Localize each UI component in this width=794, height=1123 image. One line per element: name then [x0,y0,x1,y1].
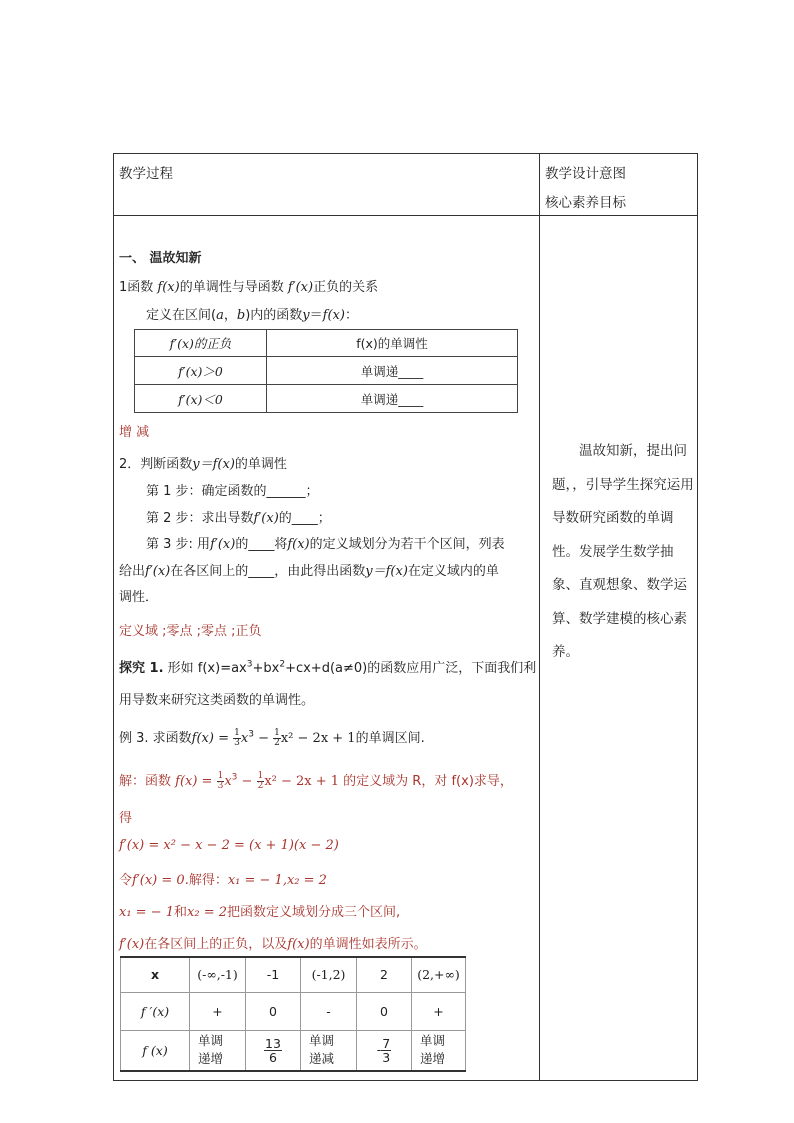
sign-table-cell [357,1030,412,1071]
sign-table-cell: + [190,992,246,1030]
text: 形如 f(x)=ax [163,661,247,676]
sign-table-cell: 0 [246,992,301,1030]
solution-line2: 得 [119,811,133,826]
sign-table-cell: f (x) [121,1030,190,1071]
text: 正负的关系 [313,280,379,295]
column-divider [539,153,540,1081]
denominator: 2 [274,738,280,748]
text: 的____； [278,511,331,526]
math-fx: f(x) [157,280,180,295]
monotonicity-table [134,329,518,413]
denominator: 3 [382,1049,391,1065]
numerator: 13 [265,1035,281,1051]
table1-header-sign: f′(x)的正负 [135,330,267,357]
numerator: 1 [234,727,240,738]
text: 解：函数 [119,774,176,789]
text: 的定义域为 R，对 f(x)求导， [339,774,513,789]
superscript: 3 [231,772,238,783]
text: 定义在区间( [146,308,217,323]
sign-table-cell [246,1030,301,1071]
text: ， [223,308,237,323]
answer-2: 定义域 ;零点 ;零点 ;正负 [119,624,262,639]
text: 1函数 [119,280,158,295]
math-fp: f′(x) [210,537,236,552]
text: ： [344,308,358,323]
explore-line1 [119,657,536,676]
superscript: 2 [279,659,286,670]
lesson-table [113,153,698,1081]
math-fp: f′(x) [145,564,171,579]
section1-title: 一、 温故知新 [119,251,202,266]
text: 第 2 步：求出导数 [146,511,254,526]
example-3 [119,727,425,748]
table1-cell: 单调递____ [267,385,518,413]
header-divider [113,215,698,216]
numerator: 7 [382,1035,391,1051]
math-eq: f′(x) = 0 [132,873,185,888]
sign-table-cell [301,1030,357,1071]
text: 的单调性 [234,457,287,472]
derivative-expression: f′(x) = x² − x − 2 = (x + 1)(x − 2) [119,838,339,853]
sign-table-cell: (-1,2) [301,957,357,992]
table1-header-mono: f(x)的单调性 [267,330,518,357]
text: 2．判断函数 [119,457,193,472]
table1-cell: f′(x)＜0 [135,385,267,413]
math-eq: y＝f(x) [192,457,235,472]
table1-cell: f′(x)＞0 [135,357,267,385]
denominator: 2 [257,781,264,791]
sign-table-cell: - [301,992,357,1030]
fraction [233,729,241,749]
fraction [273,729,281,749]
step-3-cont [119,560,499,579]
superscript: 3 [248,729,254,740]
text: +cx+d(a≠0)的函数应用广泛，下面我们利 [285,661,537,676]
fraction [381,1037,391,1064]
header-left: 教学过程 [119,166,173,182]
denominator: 6 [269,1049,277,1065]
math-fpx: f′(x) [287,280,314,295]
math-solution: x₁ = − 1,x₂ = 2 [227,873,327,888]
math-b: b [236,308,246,323]
math-fx: f(x) = [191,731,234,746]
solution-line1 [119,770,513,791]
numerator: 1 [217,770,224,781]
text: 把函数定义域划分成三个区间, [227,905,401,920]
cell-text: 单调递增 [198,1033,224,1067]
text: 例 3. 求函数 [119,731,192,746]
sign-table-cell: f ′(x) [121,992,190,1030]
zero-line [119,869,327,888]
math-x1: x₁ = − 1 [119,905,174,920]
math-op: − [237,774,257,789]
math-expr: x² − 2x + 1 [264,774,340,789]
math-x: x [224,774,232,789]
numerator: 1 [257,770,264,781]
step-2 [146,507,331,526]
sign-line [119,933,427,952]
split-line [119,901,400,920]
superscript: 3 [246,659,253,670]
sign-table-cell: 2 [357,957,412,992]
text: .解得： [184,873,228,888]
step-3-end: 调性． [119,590,159,605]
sign-table [120,956,466,1072]
cell-text: 单调递增 [420,1033,446,1067]
text: 令 [119,873,133,888]
text: 第 3 步: 用 [146,537,211,552]
math-fp: f′(x) [119,937,145,952]
explore-line2: 用导数来研究这类函数的单调性。 [119,693,315,708]
text: +bx [252,661,280,676]
sign-table-cell [190,1030,246,1071]
text: ＝ [309,308,323,323]
math-expr: x² − 2x + 1 [280,731,356,746]
minus-sign: - [376,1041,382,1057]
text: 的单调性如表所示。 [309,937,427,952]
math-y: y [302,308,310,323]
text: 的单调性与导函数 [179,280,288,295]
step-3 [146,533,505,552]
denominator: 3 [234,738,240,748]
header-right-line1: 教学设计意图 [545,166,626,182]
text: 在定义域内的单 [407,564,499,579]
text: 的单调区间. [355,731,425,746]
sign-table-cell [412,1030,466,1071]
design-intent-body: 温故知新，提出问题，，引导学生探究运用导数研究函数的单调性。发展学生数学抽象、直观想象、数学运算、数学建模的核心素养。 [552,443,694,660]
cell-text: 单调递减 [309,1033,335,1067]
math-op: − [253,731,274,746]
header-right-line2: 核心素养目标 [545,195,626,211]
section2-title [119,453,287,472]
sign-table-cell: -1 [246,957,301,992]
table1-cell: 单调递____ [267,357,518,385]
text: 在各区间上的____，由此得出函数 [170,564,366,579]
explore-label: 探究 1. [119,661,164,676]
math-fx: f(x) [287,537,310,552]
section1-item1 [119,276,378,295]
answer-1: 增 减 [119,425,150,440]
numerator: 1 [274,727,280,738]
text: 和 [174,905,188,920]
sign-table-cell: (2,+∞) [412,957,466,992]
section1-definition [146,304,358,323]
fraction [264,1037,282,1064]
math-a: a [216,308,224,323]
sign-table-cell: x [121,957,190,992]
math-fx: f(x) = [175,774,217,789]
math-eq: y＝f(x) [365,564,408,579]
text: )内的函数 [245,308,303,323]
math-fp: f′(x) [253,511,279,526]
design-intent-text [552,435,697,670]
math-x2: x₂ = 2 [187,905,227,920]
step-1: 第 1 步：确定函数的______； [146,484,319,499]
text: 的____将 [235,537,288,552]
sign-table-cell: (-∞,-1) [190,957,246,992]
denominator: 3 [217,781,224,791]
sign-table-cell: 0 [357,992,412,1030]
math-fx: f(x) [287,937,310,952]
math-fx: f(x) [322,308,345,323]
math-x: x [240,731,249,746]
text: 在各区间上的正负，以及 [144,937,288,952]
text: 的定义域划分为若干个区间，列表 [309,537,505,552]
text: 给出 [119,564,146,579]
sign-table-cell: + [412,992,466,1030]
